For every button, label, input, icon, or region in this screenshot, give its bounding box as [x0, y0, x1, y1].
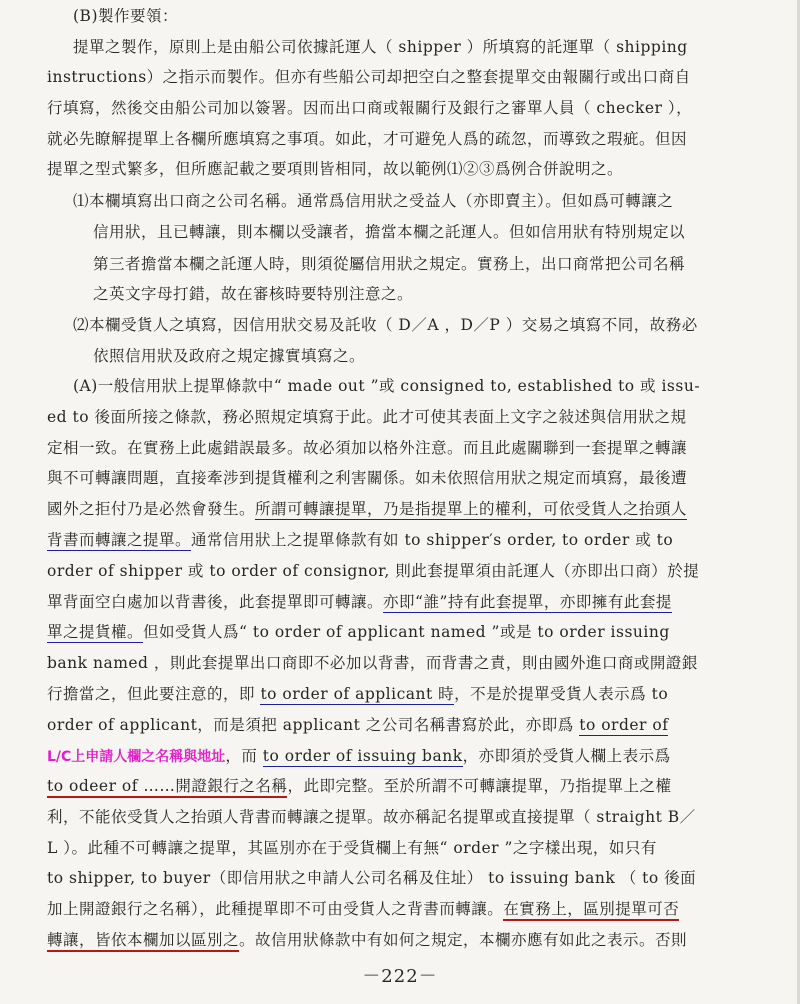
text-run: order of applicant，而是須把 applicant 之公司名稱書寫於此，亦即爲 — [47, 716, 580, 734]
paragraph-line: (A)一般信用狀上提單條款中“ made out ”或 consigned to, established to 或 issu- — [73, 377, 701, 395]
paragraph-line: to shipper, to buyer（即信用狀之申請人公司名稱及住址） to issuing bank （ to 後面 — [47, 869, 697, 887]
section-heading: (B)製作要領： — [73, 7, 178, 25]
text-run: 加上開證銀行之名稱），此種提單即不可由受貨人之背書而轉讓。 — [47, 900, 504, 918]
text-run: 單背面空白處加以背書後，此套提單即可轉讓。 — [47, 593, 384, 611]
paragraph-line: 第三者擔當本欄之託運人時，則須從屬信用狀之規定。實務上，出口商常把公司名稱 — [93, 255, 686, 273]
paragraph-line: bank named ，則此套提單出口商即不必加以背書，而背書之責，則由國外進口商或開證銀 — [47, 654, 698, 672]
paragraph-line — [47, 684, 668, 704]
paragraph-line: 提單之型式繁多，但所應記載之要項則皆相同，故以範例⑴②③爲例合併說明之。 — [47, 160, 624, 178]
text-run: ，此即完整。至於所謂不可轉讓提單，乃指提單上之權 — [287, 777, 672, 795]
underlined-text-blue: 亦即“誰”持有此套提單，亦即擁有此套提 — [383, 593, 672, 611]
text-run: 行擔當之，但此要注意的，即 — [47, 685, 261, 703]
paragraph-line — [47, 776, 671, 796]
underlined-text-red: 在實務上，區別提單可否 — [503, 900, 679, 921]
paragraph-line: instructions）之指示而製作。但亦有些船公司却把空白之整套提單交由報關行或出口商自 — [47, 68, 691, 86]
underlined-text-blue: to order of issuing bank — [262, 747, 463, 765]
text-run: 。故信用狀條款中有如何之規定，本欄亦應有如此之表示。否則 — [239, 931, 688, 949]
paragraph-line — [47, 530, 673, 550]
paragraph-line — [47, 746, 671, 767]
handwritten-annotation: L/C上申請人欄之名稱與地址 — [47, 749, 226, 765]
paragraph-line: ⑵本欄受貨人之填寫，因信用狀交易及託收（ D／A ，D／P ）交易之填寫不同，故務必 — [73, 316, 698, 334]
underlined-text-blue: to order of applicant 時 — [260, 685, 455, 703]
paragraph-line: 之英文字母打錯，故在審核時要特別注意之。 — [93, 285, 414, 303]
paragraph-line: 提單之製作，原則上是由船公司依據託運人（ shipper ）所填寫的託運單（ shipping — [73, 38, 688, 56]
paragraph-line: 依照信用狀及政府之規定據實填寫之。 — [93, 347, 366, 365]
paragraph-line — [47, 499, 687, 519]
text-run: ，不是於提單受貨人表示爲 to — [454, 685, 669, 703]
paragraph-line — [47, 930, 687, 950]
underlined-text-blue: to order of — [579, 716, 669, 734]
paragraph-line: 定相一致。在實務上此處錯誤最多。故必須加以格外注意。而且此處關聯到一套提單之轉讓 — [47, 439, 688, 457]
paragraph-line: L ）。此種不可轉讓之提單，其區別亦在于受貨欄上有無“ order ”之字樣出現，如只有 — [47, 839, 657, 857]
underlined-text-blue: 背書而轉讓之提單。 — [47, 531, 192, 549]
underlined-text-red: to odeer of …… — [47, 777, 175, 798]
underlined-text-red: 開證銀行之名稱 — [175, 777, 287, 798]
paragraph-line: 信用狀，且已轉讓，則本欄以受讓者，擔當本欄之託運人。但如信用狀有特別規定以 — [93, 223, 686, 241]
paragraph-line: ed to 後面所接之條款，務必照規定填寫于此。此才可使其表面上文字之敍述與信用狀之規 — [47, 408, 687, 426]
paragraph-line — [47, 622, 670, 642]
underlined-text-red: 轉讓，皆依本欄加以區別之 — [47, 931, 239, 952]
paragraph-line — [47, 899, 679, 919]
underlined-text-blue: 所謂可轉讓提單，乃是指提單上的權利，可依受貨人之抬頭人 — [255, 500, 688, 518]
paragraph-line: order of shipper 或 to order of consignor, 則此套提單須由託運人（亦即出口商）於提 — [47, 562, 700, 580]
paragraph-line: 與不可轉讓問題，直接牽涉到提貨權利之利害關係。如未依照信用狀之規定而填寫，最後遭 — [47, 469, 688, 487]
paragraph-line: 行填寫，然後交由船公司加以簽署。因而出口商或報關行及銀行之審單人員（ checker ）， — [47, 99, 693, 117]
paragraph-line — [47, 715, 668, 735]
paragraph-line: ⑴本欄填寫出口商之公司名稱。通常爲信用狀之受益人（亦即賣主）。但如爲可轉讓之 — [73, 192, 674, 210]
text-run: ，而 — [225, 747, 263, 765]
paragraph-line — [47, 592, 672, 612]
text-run: 但如受貨人爲“ to order of applicant named ”或是 to order issuing — [143, 623, 670, 641]
page-number: －222－ — [362, 966, 438, 987]
text-run: 國外之拒付乃是必然會發生。 — [47, 500, 256, 518]
paragraph-line: 就必先瞭解提單上各欄所應填寫之事項。如此，才可避免人爲的疏忽，而導致之瑕疵。但因 — [47, 130, 688, 148]
underlined-text-blue: 單之提貨權。 — [47, 623, 144, 641]
paragraph-line: 利，不能依受貨人之抬頭人背書而轉讓之提單。故亦稱記名提單或直接提單（ straight B／ — [47, 808, 696, 826]
text-run: ，亦即須於受貨人欄上表示爲 — [462, 747, 671, 765]
text-run: 通常信用狀上之提單條款有如 to shipper′s order, to order 或 to — [191, 531, 674, 549]
